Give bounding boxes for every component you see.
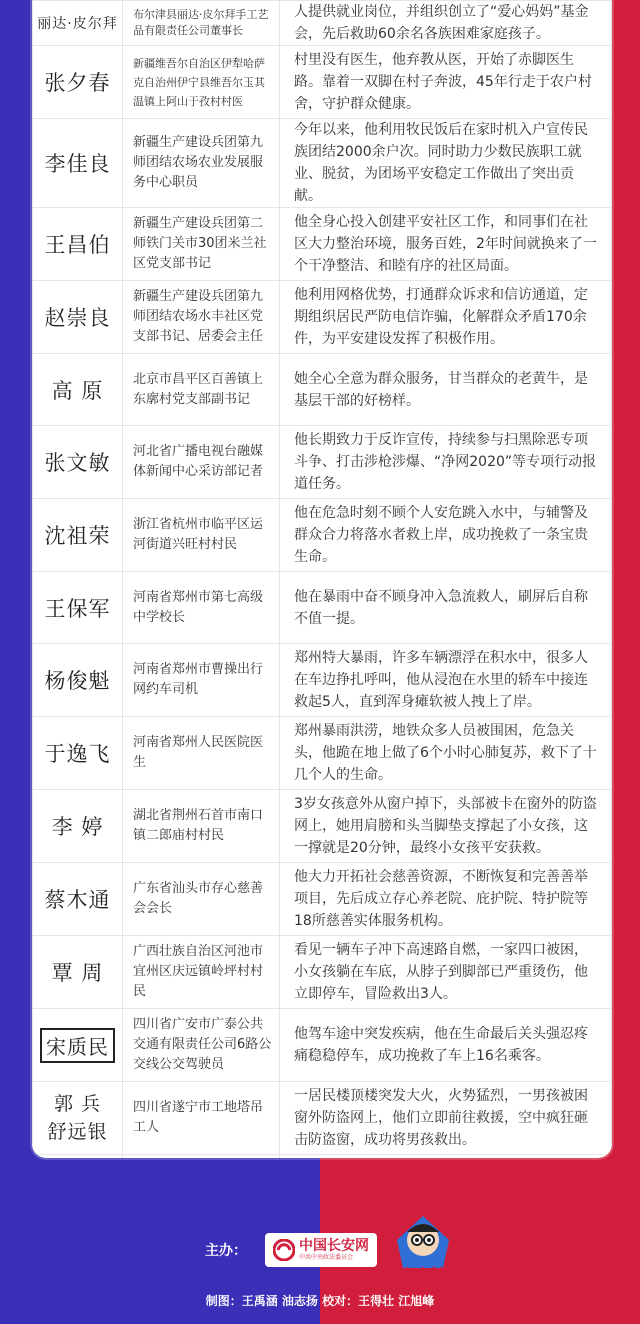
- deed-cell: 郑州特大暴雨，许多车辆漂浮在积水中，很多人在车边挣扎呼叫，他从浸泡在水里的轿车中接连救起5人，直到浑身瘫软被人拽上了岸。: [280, 644, 612, 717]
- unit-cell: 新疆生产建设兵团第九师团结农场农业发展服务中心职员: [123, 119, 280, 208]
- unit-cell: 四川省遂宁市工地塔吊工人: [123, 1082, 280, 1155]
- deed-cell: 他在暴雨中奋不顾身冲入急流救人，刷屏后自称不值一提。: [280, 572, 612, 644]
- table-row: [33, 354, 612, 426]
- sponsor-label: 主办：: [205, 1243, 247, 1259]
- unit-cell: 新疆生产建设兵团第九师团结农场水丰社区党支部书记、居委会主任: [123, 281, 280, 354]
- deed-cell: 他在危急时刻不顾个人安危跳入水中，与辅警及群众合力将落水者救上岸，成功挽救了一条宝贵生命。: [280, 499, 612, 572]
- unit-cell: 浙江省杭州市临平区运河街道兴旺村村民: [123, 499, 280, 572]
- unit-cell: 湖北省荆州石首市南口镇二郎庙村村民: [123, 790, 280, 863]
- deed-cell: 人提供就业岗位，并组织创立了“爱心妈妈”基金会，先后救助60余名各族困难家庭孩子。: [280, 1, 612, 46]
- unit-cell: 河北省广播电视台融媒体新闻中心采访部记者: [123, 426, 280, 499]
- deed-cell: 村里没有医生，他弃教从医，开始了赤脚医生路。靠着一双脚在村子奔波，45年行走于农户村舍，守护群众健康。: [280, 46, 612, 119]
- empty-cell: [33, 1155, 123, 1159]
- unit-cell: 河南省郑州市曹操出行网约车司机: [123, 644, 280, 717]
- name-cell: 丽达·皮尔拜: [33, 1, 123, 46]
- unit-cell: 布尔津县丽达·皮尔拜手工艺品有限责任公司董事长: [123, 1, 280, 46]
- logo1-title: 中国长安网: [299, 1238, 369, 1254]
- name-cell: 高 原: [33, 354, 123, 426]
- deed-cell: 他全身心投入创建平安社区工作，和同事们在社区大力整治环境，服务百姓，2年时间就换来了一个干净整洁、和睦有序的社区局面。: [280, 208, 612, 281]
- table-row: [33, 572, 612, 644]
- name-cell: [33, 1082, 123, 1155]
- sponsor-block: [205, 1210, 455, 1290]
- deed-cell: 今年以来，他利用牧民饭后在家时机入户宣传民族团结2000余户次。同时助力少数民族职工就业、脱贫，为团场平安稳定工作做出了突出贡献。: [280, 119, 612, 208]
- name-cell: 王保军: [33, 572, 123, 644]
- honoree-table: [32, 0, 612, 1158]
- deed-cell: 一居民楼顶楼突发大火，火势猛烈，一男孩被困窗外防盗网上，他们立即前往救援，空中疯狂砸击防盗窗，成功将男孩救出。: [280, 1082, 612, 1155]
- unit-cell: 广东省汕头市存心慈善会会长: [123, 863, 280, 936]
- unit-cell: 河南省郑州人民医院医生: [123, 717, 280, 790]
- table-row: [33, 863, 612, 936]
- honoree-table-card: [32, 0, 612, 1158]
- name-cell: [33, 1009, 123, 1082]
- name-line-1: 郭 兵: [53, 1093, 102, 1115]
- deed-cell: 他长期致力于反诈宣传，持续参与扫黑除恶专项斗争、打击涉枪涉爆、“净网2020”等专项行动报道任务。: [280, 426, 612, 499]
- name-cell: 赵崇良: [33, 281, 123, 354]
- deed-cell: 他利用网格优势，打通群众诉求和信访通道，定期组织居民严防电信诈骗，化解群众矛盾170余件，为平安建设发挥了积极作用。: [280, 281, 612, 354]
- name-cell: 沈祖荣: [33, 499, 123, 572]
- deed-cell: 他驾车途中突发疾病，他在生命最后关头强忍疼痛稳稳停车，成功挽救了车上16名乘客。: [280, 1009, 612, 1082]
- logo1-subtitle: 中共中央政法委员会: [299, 1254, 354, 1261]
- empty-cell: [123, 1155, 280, 1159]
- unit-cell: 新疆生产建设兵团第二师铁门关市30团米兰社区党支部书记: [123, 208, 280, 281]
- deed-cell: 看见一辆车子冲下高速路自燃，一家四口被困，小女孩躺在车底，从脖子到脚部已严重烫伤，他立即停车，冒险救出3人。: [280, 936, 612, 1009]
- name-cell: 李佳良: [33, 119, 123, 208]
- unit-cell: 四川省广安市广泰公共交通有限责任公司6路公交线公交驾驶员: [123, 1009, 280, 1082]
- unit-cell: 河南省郑州市第七高级中学校长: [123, 572, 280, 644]
- name-cell: 于逸飞: [33, 717, 123, 790]
- swirl-logo-icon: [273, 1239, 295, 1261]
- name-cell: 张文敏: [33, 426, 123, 499]
- name-cell: 蔡木通: [33, 863, 123, 936]
- table-row: [33, 46, 612, 119]
- table-row: [33, 936, 612, 1009]
- name-cell: 张夕春: [33, 46, 123, 119]
- table-row: [33, 717, 612, 790]
- mascot-icon: [391, 1210, 455, 1290]
- name-cell: 李 婷: [33, 790, 123, 863]
- table-row: [33, 1009, 612, 1082]
- table-row: [33, 499, 612, 572]
- deed-cell: 3岁女孩意外从窗户掉下，头部被卡在窗外的防盗网上，她用肩膀和头当脚垫支撑起了小女孩，这一撑就是20分钟，最终小女孩平安获救。: [280, 790, 612, 863]
- table-row: [33, 426, 612, 499]
- logo2-text: 长安剑: [403, 1267, 443, 1282]
- table-row: [33, 1, 612, 46]
- chinapeace-logo: [265, 1233, 377, 1267]
- changanjian-mascot-logo: [391, 1210, 455, 1290]
- table-row: [33, 281, 612, 354]
- table-row: [33, 119, 612, 208]
- credits-line: 制图：王禹涵 油志扬 校对：王得壮 江旭峰: [205, 1294, 435, 1308]
- name-cell: 杨俊魁: [33, 644, 123, 717]
- name-cell: 覃 周: [33, 936, 123, 1009]
- table-row: [33, 208, 612, 281]
- table-row: [33, 1155, 612, 1159]
- empty-cell: [280, 1155, 612, 1159]
- table-row: [33, 1082, 612, 1155]
- table-row: [33, 644, 612, 717]
- deed-cell: 他大力开拓社会慈善资源，不断恢复和完善善举项目，先后成立存心养老院、庇护院、特护院等18所慈善实体服务机构。: [280, 863, 612, 936]
- name-cell: 王昌伯: [33, 208, 123, 281]
- boxed-name: 宋质民: [40, 1028, 115, 1063]
- unit-cell: 北京市昌平区百善镇上东廓村党支部副书记: [123, 354, 280, 426]
- deed-cell: 郑州暴雨洪涝，地铁众多人员被围困，危急关头，他跪在地上做了6个小时心肺复苏，救下了十几个人的生命。: [280, 717, 612, 790]
- table-row: [33, 790, 612, 863]
- deed-cell: 她全心全意为群众服务，甘当群众的老黄牛，是基层干部的好榜样。: [280, 354, 612, 426]
- unit-cell: 广西壮族自治区河池市宜州区庆远镇岭坪村村民: [123, 936, 280, 1009]
- name-line-2: 舒远银: [47, 1121, 108, 1143]
- unit-cell: 新疆维吾尔自治区伊犁哈萨克自治州伊宁县维吾尔玉其温镇上阿山于孜村村医: [123, 46, 280, 119]
